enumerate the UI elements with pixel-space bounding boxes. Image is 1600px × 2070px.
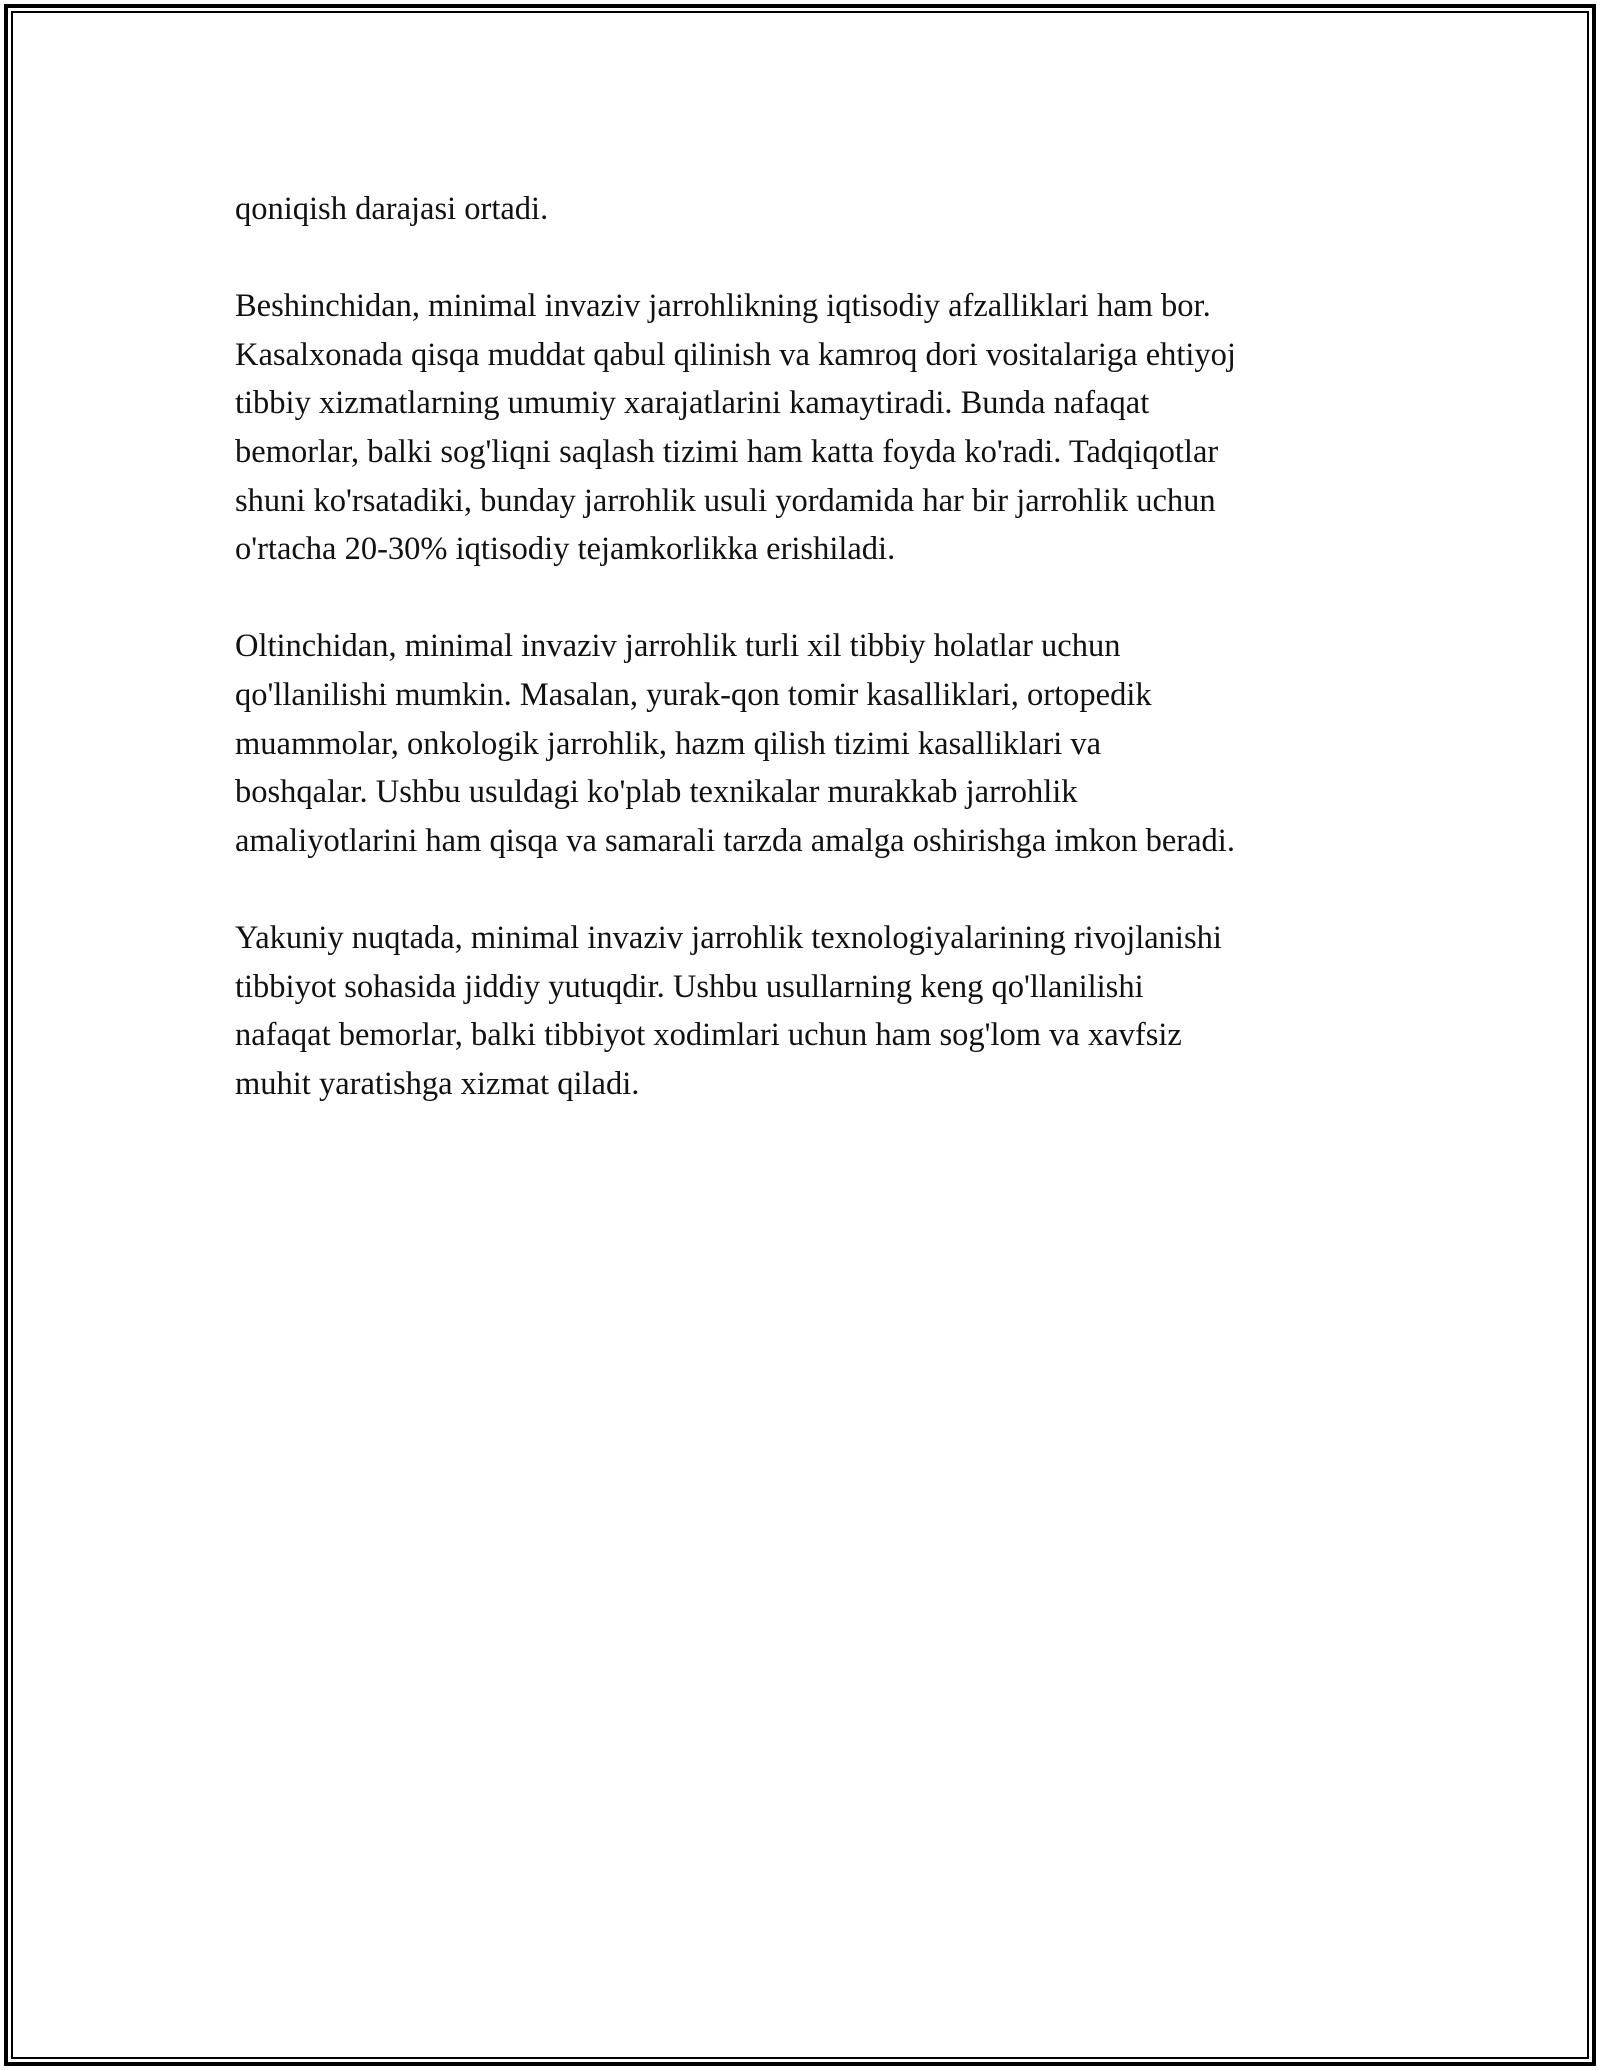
- paragraph-economic-benefits: Beshinchidan, minimal invaziv jarrohlikning iqtisodiy afzalliklari ham bor. Kasalxonada qisqa muddat qabul qilinish va kamroq dori vositalariga ehtiyoj tibbiy xizmatlarning umumiy xarajatlarini kamaytiradi. Bunda nafaqat bemorlar, balki sog'liqni saqlash tizimi ham katta foyda ko'radi. Tadqiqotlar shuni ko'rsatadiki, bunday jarrohlik usuli yordamida har bir jarrohlik uchun o'rtacha 20-30% iqtisodiy tejamkorlikka erishiladi.: [235, 288, 1236, 568]
- paragraph-conclusion: Yakuniy nuqtada, minimal invaziv jarrohlik texnologiyalarining rivojlanishi tibbiyot sohasida jiddiy yutuqdir. Ushbu usullarning keng qo'llanilishi nafaqat bemorlar, balki tibbiyot xodimlari uchun ham sog'lom va xavfsiz muhit yaratishga xizmat qiladi.: [235, 919, 1222, 1102]
- paragraph-applications: Oltinchidan, minimal invaziv jarrohlik turli xil tibbiy holatlar uchun qo'llanilishi mumkin. Masalan, yurak-qon tomir kasalliklari, ortopedik muammolar, onkologik jarrohlik, hazm qilish tizimi kasalliklari va boshqalar. Ushbu usuldagi ko'plab texnikalar murakkab jarrohlik amaliyotlarini ham qisqa va samarali tarzda amalga oshirishga imkon beradi.: [235, 628, 1235, 859]
- paragraph-continuation: qoniqish darajasi ortadi.: [235, 191, 549, 227]
- document-body: [235, 185, 1395, 1157]
